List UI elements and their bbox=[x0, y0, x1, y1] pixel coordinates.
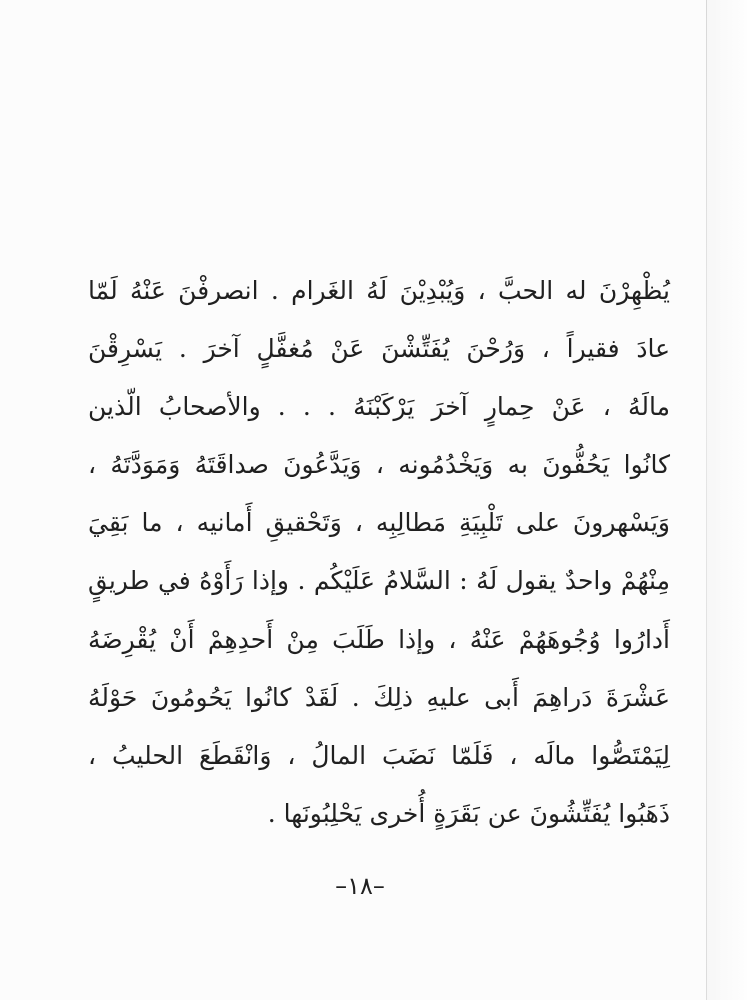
page-edge-line bbox=[706, 0, 707, 1000]
text-line-last: ذَهَبُوا يُفَتِّشُونَ عن بَقَرَةٍ أُخرى يَحْلِبُونَها . bbox=[267, 798, 670, 828]
text-line: عادَ فقيراً ، وَرُحْنَ يُفَتِّشْنَ عَنْ مُغفَّلٍ آخرَ . يَسْرِقْنَ bbox=[88, 334, 670, 364]
text-line: كانُوا يَحُفُّونَ به وَيَخْدُمُونه ، وَيَدَّعُونَ صداقَتَهُ وَمَوَدَّتَهُ ، bbox=[88, 450, 670, 480]
text-line: لِيَمْتَصُّوا مالَه ، فَلَمّا نَضَبَ المالُ ، وَانْقَطَعَ الحليبُ ، bbox=[88, 740, 670, 770]
text-line: عَشْرَةَ دَراهِمَ أَبى عليهِ ذلِكَ . لَقَدْ كانُوا يَحُومُونَ حَوْلَهُ bbox=[88, 682, 670, 712]
scan-margin-shade bbox=[707, 0, 747, 1000]
body-text bbox=[88, 262, 670, 843]
text-line: مِنْهُمْ واحدٌ يقول لَهُ : السَّلامُ عَلَيْكُم . وإذا رَأَوْهُ في طريقٍ bbox=[88, 566, 670, 596]
text-line: وَيَسْهرونَ على تَلْبِيَةِ مَطالِبِه ، وَتَحْقيقِ أَمانيه ، ما بَقِيَ bbox=[88, 508, 670, 538]
page-number: –١٨– bbox=[335, 872, 385, 900]
text-line: مالَهُ ، عَنْ حِمارٍ آخرَ يَرْكَبْنَهُ . . . والأصحابُ الّذين bbox=[88, 392, 670, 422]
text-line: أَدارُوا وُجُوهَهُمْ عَنْهُ ، وإذا طَلَبَ مِنْ أَحدِهِمْ أَنْ يُقْرِضَهُ bbox=[88, 624, 670, 654]
text-line: يُظْهِرْنَ له الحبَّ ، وَيُبْدِيْنَ لَهُ الغَرام . انصرفْنَ عَنْهُ لَمّا bbox=[88, 276, 670, 305]
